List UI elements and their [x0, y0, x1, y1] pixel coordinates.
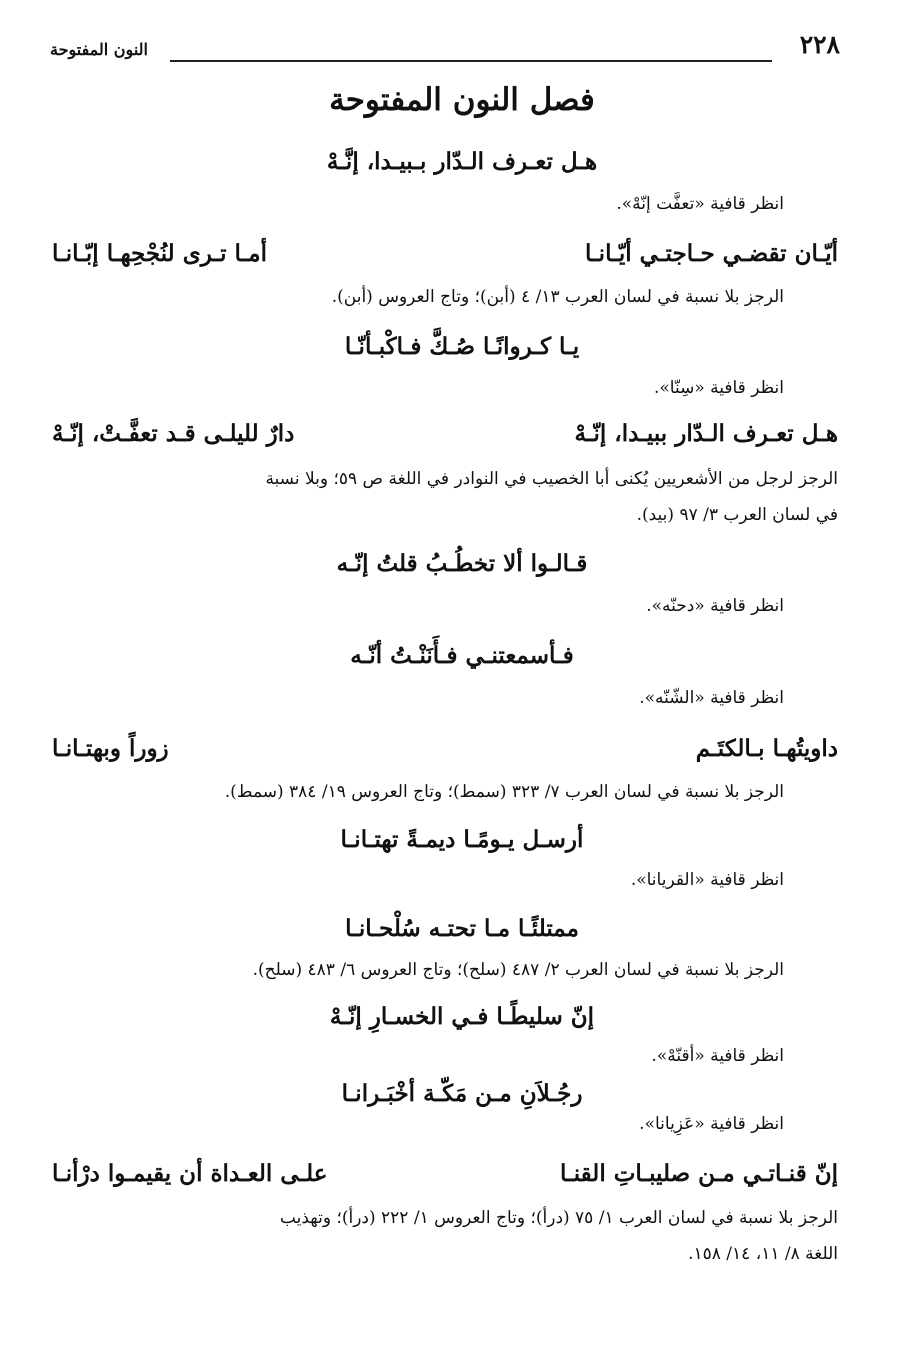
verse-first-hemistich: إنّ قنـاتـي مـن صليبـاتِ القنـا — [559, 1160, 838, 1187]
page-header — [50, 30, 840, 70]
note: انظر قافية «أقنّهْ». — [651, 1046, 784, 1066]
verse: إنّ سليطًـا فـي الخسـارِ إنّـهْ — [329, 1003, 595, 1030]
verse: يـا كـروانًـا صُـكَّ فـاكْبـأنّـا — [344, 333, 580, 360]
verse: أرسـل يـومًـا ديمـةً تهتـانـا — [340, 826, 584, 853]
note: انظر قافية «الشّنّه». — [639, 688, 784, 708]
note: انظر قافية «تعفَّت إنّهْ». — [616, 194, 784, 214]
verse: رجُـلاَنِ مـن مَكّـة أخْبَـرانـا — [341, 1080, 583, 1107]
note-line: الرجز لرجل من الأشعريين يُكنى أبا الخصيب في النوادر في اللغة ص ٥٩؛ وبلا نسبة — [265, 469, 838, 489]
note: انظر قافية «دحنّه». — [646, 596, 784, 616]
verse-bicolon — [52, 420, 838, 447]
note: انظر قافية «سِنّا». — [653, 378, 784, 398]
verse-bicolon — [52, 1160, 838, 1187]
verse-second-hemistich: علـى العـداة أن يقيمـوا درْأنـا — [52, 1160, 328, 1187]
note — [52, 461, 838, 533]
note-line: اللغة ٨/ ١١، ١٤/ ١٥٨. — [688, 1244, 838, 1264]
note: الرجز بلا نسبة في لسان العرب ١٣/ ٤ (أبن)؛ وتاج العروس (أبن). — [331, 287, 784, 307]
verse: قـالـوا ألا تخطُـبُ قلتُ إنّـه — [336, 550, 588, 577]
verse: هـل تعـرف الـدّار بـبيـدا، إنَّـهْ — [326, 148, 598, 175]
page-number: ٢٢٨ — [799, 30, 840, 59]
verse-first-hemistich: أيّـان تقضـي حـاجتـي أيّـانـا — [584, 240, 838, 267]
verse-bicolon — [52, 240, 838, 267]
note-line: في لسان العرب ٣/ ٩٧ (بيد). — [636, 505, 838, 525]
note: الرجز بلا نسبة في لسان العرب ٧/ ٣٢٣ (سمط)؛ وتاج العروس ١٩/ ٣٨٤ (سمط). — [224, 782, 784, 802]
note: الرجز بلا نسبة في لسان العرب ٢/ ٤٨٧ (سلح)؛ وتاج العروس ٦/ ٤٨٣ (سلح). — [252, 960, 784, 980]
verse-bicolon — [52, 735, 838, 762]
verse: ممتلئًـا مـا تحتـه سُلْحـانـا — [345, 915, 579, 942]
verse-second-hemistich: دارٌ لليلـى قـد تعفَّـتْ، إنّـهْ — [52, 420, 295, 447]
note: انظر قافية «عَزِيانا». — [639, 1114, 784, 1134]
note-line: الرجز بلا نسبة في لسان العرب ١/ ٧٥ (درأ)؛ وتاج العروس ١/ ٢٢٢ (درأ)؛ وتهذيب — [279, 1208, 838, 1228]
verse-second-hemistich: زوراً وبهتـانـا — [52, 735, 169, 762]
header-rule — [170, 60, 772, 62]
note: انظر قافية «القريانا». — [630, 870, 784, 890]
section-title: فصل النون المفتوحة — [329, 82, 595, 118]
verse-second-hemistich: أمـا تـرى لنُجْحِهـا إبّـانـا — [52, 240, 267, 267]
running-title: النون المفتوحة — [50, 40, 148, 59]
verse-first-hemistich: هـل تعـرف الـدّار ببيـدا، إنّـهْ — [574, 420, 838, 447]
verse-first-hemistich: داويتُهـا بـالكتَـم — [695, 735, 838, 762]
verse: فـأسمعتنـي فـأَنَنْـتُ أنّـه — [350, 642, 574, 669]
note — [52, 1200, 838, 1272]
